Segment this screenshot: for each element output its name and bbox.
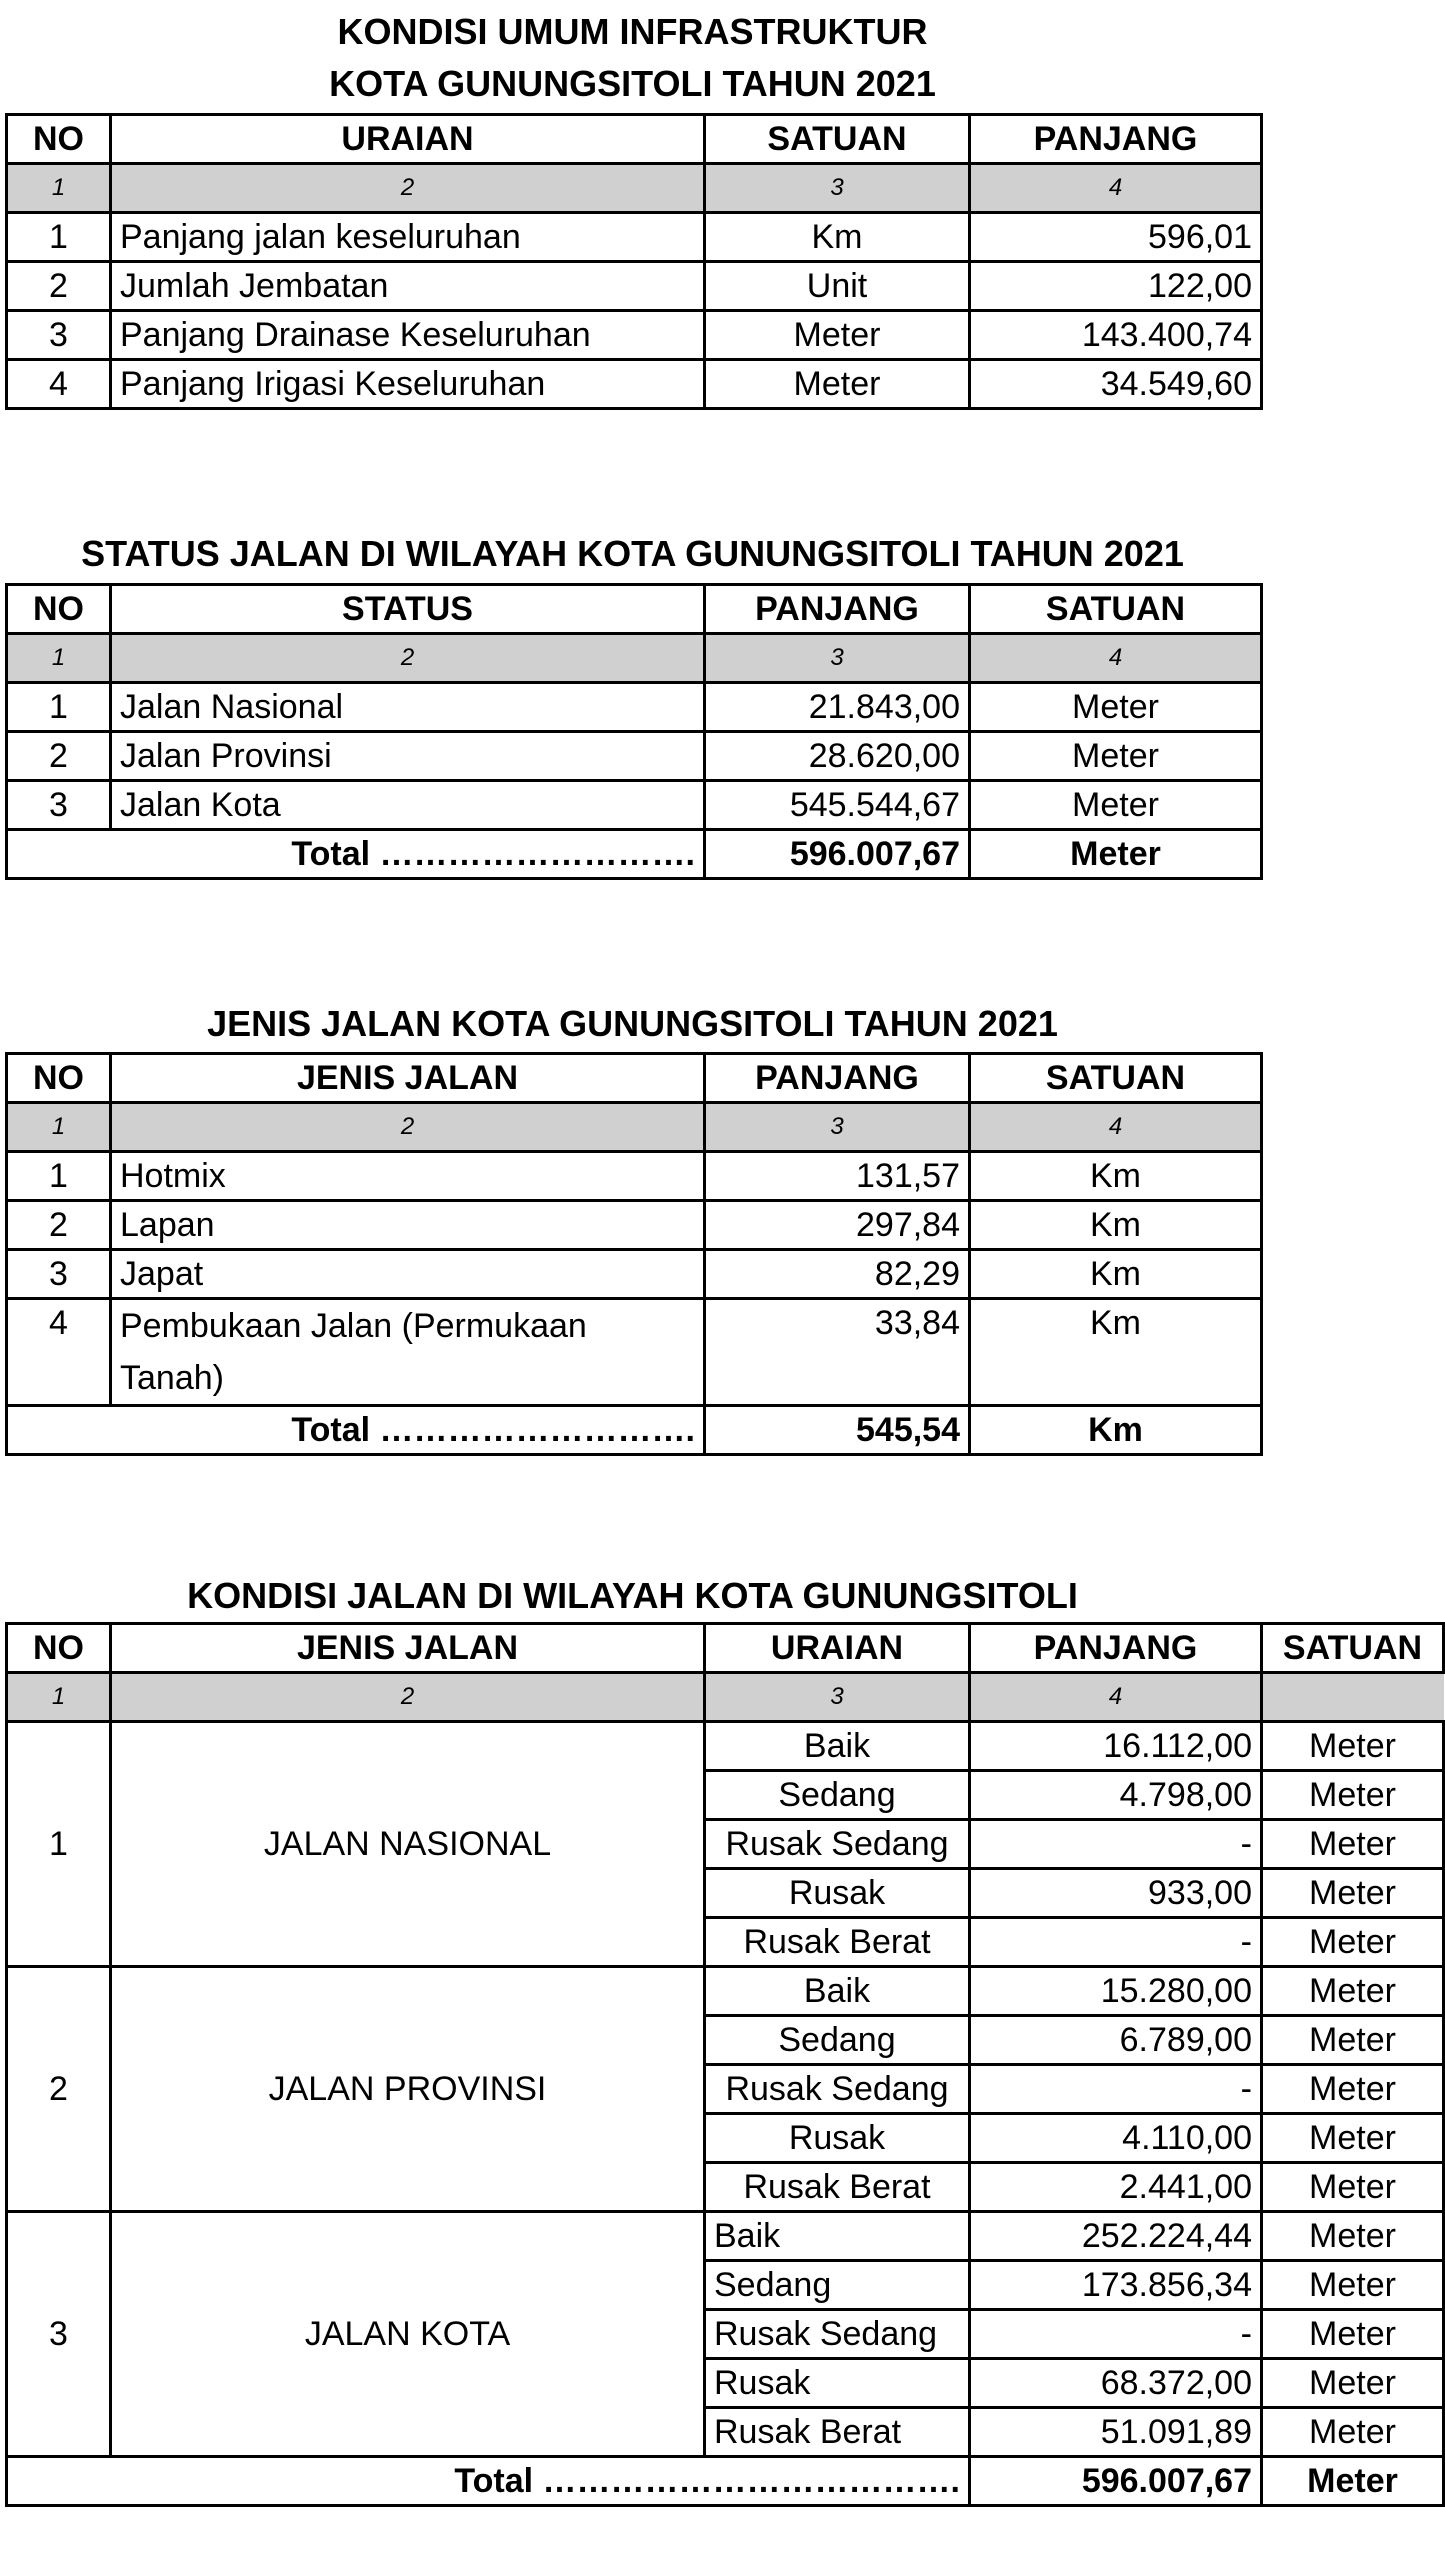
index-cell: 2 [111,164,705,213]
row-status: Jalan Provinsi [111,732,705,781]
index-cell-blank [1262,1673,1444,1722]
header-no: NO [7,1054,111,1103]
row-no: 3 [7,311,111,360]
row-uraian: Panjang Drainase Keseluruhan [111,311,705,360]
row-jenis: Pembukaan Jalan (Permukaan Tanah) [111,1299,705,1406]
row-panjang: 297,84 [705,1201,970,1250]
row-no: 2 [7,262,111,311]
row-no: 4 [7,1299,111,1406]
column-index-row [7,1103,1262,1152]
row-uraian: Rusak Sedang [705,2310,970,2359]
row-satuan: Km [970,1299,1262,1406]
table-row [7,781,1262,830]
table-row [7,213,1262,262]
header-uraian: URAIAN [705,1624,970,1673]
row-no: 2 [7,732,111,781]
table-header-row [7,115,1262,164]
row-satuan: Meter [1262,2408,1444,2457]
row-panjang: 33,84 [705,1299,970,1406]
index-cell: 2 [111,634,705,683]
row-panjang: 16.112,00 [970,1722,1262,1771]
header-status: STATUS [111,585,705,634]
row-jenis: Hotmix [111,1152,705,1201]
infrastructure-table [5,113,1263,410]
road-type-table [5,1052,1263,1456]
row-no: 2 [7,1201,111,1250]
row-no: 1 [7,683,111,732]
index-cell: 1 [7,1103,111,1152]
table2-title: STATUS JALAN DI WILAYAH KOTA GUNUNGSITOLI TAHUN 2021 [81,533,1184,574]
row-uraian: Sedang [705,1771,970,1820]
header-panjang: PANJANG [970,1624,1262,1673]
table-header-row [7,1054,1262,1103]
row-uraian: Sedang [705,2016,970,2065]
column-index-row [7,634,1262,683]
header-no: NO [7,1624,111,1673]
total-row [7,1406,1262,1455]
row-panjang: - [970,1820,1262,1869]
row-uraian: Baik [705,1967,970,2016]
row-satuan: Meter [705,360,970,409]
column-index-row [7,1673,1444,1722]
row-panjang: 4.798,00 [970,1771,1262,1820]
header-no: NO [7,115,111,164]
table-header-row [7,585,1262,634]
row-panjang: - [970,1918,1262,1967]
row-uraian: Rusak Berat [705,2408,970,2457]
row-no: 1 [7,213,111,262]
row-satuan: Km [970,1152,1262,1201]
table-row [7,360,1262,409]
total-satuan: Meter [1262,2457,1444,2506]
header-panjang: PANJANG [705,585,970,634]
table-row [7,2212,1444,2261]
header-jenis: JENIS JALAN [111,1624,705,1673]
row-satuan: Meter [1262,2359,1444,2408]
header-panjang: PANJANG [705,1054,970,1103]
total-row [7,2457,1444,2506]
row-panjang: 15.280,00 [970,1967,1262,2016]
total-panjang: 596.007,67 [705,830,970,879]
row-status: Jalan Nasional [111,683,705,732]
table3-title: JENIS JALAN KOTA GUNUNGSITOLI TAHUN 2021 [207,1003,1058,1044]
row-uraian: Sedang [705,2261,970,2310]
row-uraian: Panjang Irigasi Keseluruhan [111,360,705,409]
total-panjang: 545,54 [705,1406,970,1455]
group-jenis: JALAN NASIONAL [111,1722,705,1967]
row-uraian: Baik [705,1722,970,1771]
row-satuan: Meter [1262,2261,1444,2310]
row-satuan: Meter [1262,2310,1444,2359]
table-row [7,311,1262,360]
total-panjang: 596.007,67 [970,2457,1262,2506]
row-satuan: Meter [970,732,1262,781]
row-panjang: 34.549,60 [970,360,1262,409]
row-uraian: Rusak [705,2359,970,2408]
header-satuan: SATUAN [970,1054,1262,1103]
row-satuan: Meter [1262,2114,1444,2163]
row-panjang: 131,57 [705,1152,970,1201]
row-panjang: 51.091,89 [970,2408,1262,2457]
index-cell: 3 [705,1673,970,1722]
index-cell: 1 [7,164,111,213]
table4-title: KONDISI JALAN DI WILAYAH KOTA GUNUNGSITOLI [187,1575,1078,1616]
row-panjang: 2.441,00 [970,2163,1262,2212]
row-satuan: Meter [1262,2212,1444,2261]
row-uraian: Rusak Sedang [705,2065,970,2114]
row-satuan: Km [970,1201,1262,1250]
header-jenis: JENIS JALAN [111,1054,705,1103]
row-status: Jalan Kota [111,781,705,830]
row-satuan: Meter [970,781,1262,830]
row-uraian: Rusak Sedang [705,1820,970,1869]
row-jenis: Japat [111,1250,705,1299]
row-panjang: 545.544,67 [705,781,970,830]
row-panjang: - [970,2310,1262,2359]
index-cell: 3 [705,634,970,683]
group-jenis: JALAN PROVINSI [111,1967,705,2212]
table-row [7,1967,1444,2016]
row-satuan: Meter [1262,2163,1444,2212]
road-status-table [5,583,1263,880]
row-satuan: Meter [970,683,1262,732]
row-satuan: Km [970,1250,1262,1299]
row-satuan: Km [705,213,970,262]
header-satuan: SATUAN [1262,1624,1444,1673]
row-panjang: - [970,2065,1262,2114]
row-panjang: 933,00 [970,1869,1262,1918]
row-satuan: Meter [1262,2016,1444,2065]
total-label: Total ………………………. [7,1406,705,1455]
index-cell: 2 [111,1103,705,1152]
column-index-row [7,164,1262,213]
row-panjang: 4.110,00 [970,2114,1262,2163]
index-cell: 4 [970,164,1262,213]
group-no: 3 [7,2212,111,2457]
total-label: Total ………………………. [7,830,705,879]
table1-title-line1: KONDISI UMUM INFRASTRUKTUR [337,11,928,52]
row-panjang: 6.789,00 [970,2016,1262,2065]
row-no: 3 [7,781,111,830]
row-panjang: 21.843,00 [705,683,970,732]
row-panjang: 28.620,00 [705,732,970,781]
row-uraian: Rusak [705,1869,970,1918]
header-no: NO [7,585,111,634]
row-panjang: 252.224,44 [970,2212,1262,2261]
group-jenis: JALAN KOTA [111,2212,705,2457]
group-no: 1 [7,1722,111,1967]
row-panjang: 596,01 [970,213,1262,262]
row-panjang: 143.400,74 [970,311,1262,360]
total-satuan: Meter [970,830,1262,879]
index-cell: 1 [7,1673,111,1722]
row-jenis: Lapan [111,1201,705,1250]
row-satuan: Meter [1262,1869,1444,1918]
row-panjang: 82,29 [705,1250,970,1299]
table-row [7,1299,1262,1406]
total-satuan: Km [970,1406,1262,1455]
header-panjang: PANJANG [970,115,1262,164]
table-row [7,1152,1262,1201]
index-cell: 4 [970,634,1262,683]
row-satuan: Unit [705,262,970,311]
row-satuan: Meter [1262,1918,1444,1967]
row-panjang: 68.372,00 [970,2359,1262,2408]
total-label: Total ………………………………. [7,2457,970,2506]
index-cell: 1 [7,634,111,683]
index-cell: 3 [705,164,970,213]
table-row [7,1250,1262,1299]
table-row [7,732,1262,781]
road-condition-table [5,1622,1445,2507]
row-satuan: Meter [1262,1722,1444,1771]
table-row [7,262,1262,311]
header-satuan: SATUAN [705,115,970,164]
index-cell: 4 [970,1103,1262,1152]
row-satuan: Meter [1262,1820,1444,1869]
row-uraian: Baik [705,2212,970,2261]
header-satuan: SATUAN [970,585,1262,634]
row-satuan: Meter [1262,1771,1444,1820]
index-cell: 4 [970,1673,1262,1722]
row-satuan: Meter [1262,1967,1444,2016]
index-cell: 2 [111,1673,705,1722]
row-uraian: Rusak Berat [705,1918,970,1967]
row-satuan: Meter [705,311,970,360]
row-uraian: Panjang jalan keseluruhan [111,213,705,262]
row-no: 3 [7,1250,111,1299]
row-panjang: 122,00 [970,262,1262,311]
index-cell: 3 [705,1103,970,1152]
table-row [7,1201,1262,1250]
row-satuan: Meter [1262,2065,1444,2114]
header-uraian: URAIAN [111,115,705,164]
total-row [7,830,1262,879]
row-uraian: Jumlah Jembatan [111,262,705,311]
row-no: 1 [7,1152,111,1201]
row-uraian: Rusak [705,2114,970,2163]
row-panjang: 173.856,34 [970,2261,1262,2310]
table-row [7,1722,1444,1771]
row-no: 4 [7,360,111,409]
table-header-row [7,1624,1444,1673]
table-row [7,683,1262,732]
table1-title-line2: KOTA GUNUNGSITOLI TAHUN 2021 [329,63,936,104]
group-no: 2 [7,1967,111,2212]
row-uraian: Rusak Berat [705,2163,970,2212]
